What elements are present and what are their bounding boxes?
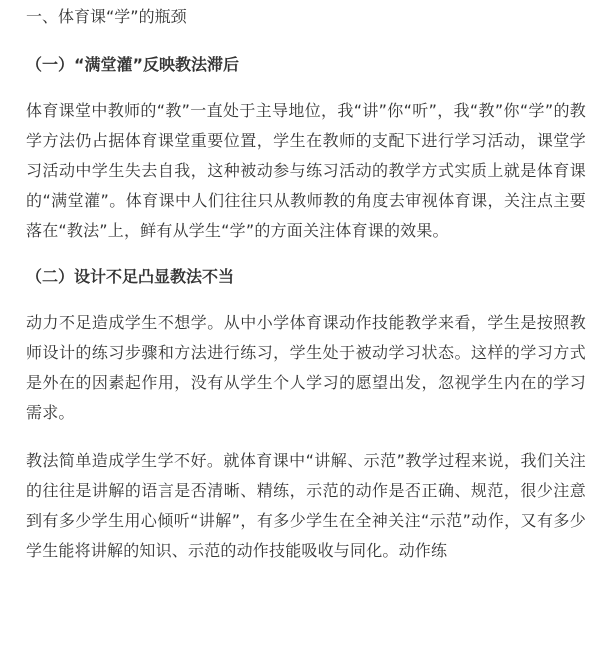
section-1-heading: （一）“满堂灌”反映教法滞后 xyxy=(26,55,240,74)
section-2-paragraph-1: 动力不足造成学生不想学。从中小学体育课动作技能教学来看，学生是按照教师设计的练习步骤和方法进行练习，学生处于被动学习状态。这样的学习方式是外在的因素起作用，没有从学生个人学习的愿望出发，忽视学生内在的学习需求。 xyxy=(26,313,586,422)
section-1-paragraph: 体育课堂中教师的“教”一直处于主导地位，我“讲”你“听”，我“教”你“学”的教学方法仍占据体育课堂重要位置，学生在教师的支配下进行学习活动，课堂学习活动中学生失去自我，这种被动参与练习活动的教学方式实质上就是体育课的“满堂灌”。体育课中人们往往只从教师教的角度去审视体育课，关注点主要落在“教法”上，鲜有从学生“学”的方面关注体育课的效果。 xyxy=(26,101,586,240)
main-heading: 一、体育课“学”的瓶颈 xyxy=(26,7,187,26)
section-2-paragraph-2: 教法简单造成学生学不好。就体育课中“讲解、示范”教学过程来说，我们关注的往往是讲解的语言是否清晰、精练，示范的动作是否正确、规范，很少注意到有多少学生用心倾听“讲解”，有多少学生在全神关注“示范”动作，又有多少学生能将讲解的知识、示范的动作技能吸收与同化。动作练 xyxy=(26,451,586,560)
section-2-heading: （二）设计不足凸显教法不当 xyxy=(26,267,235,286)
